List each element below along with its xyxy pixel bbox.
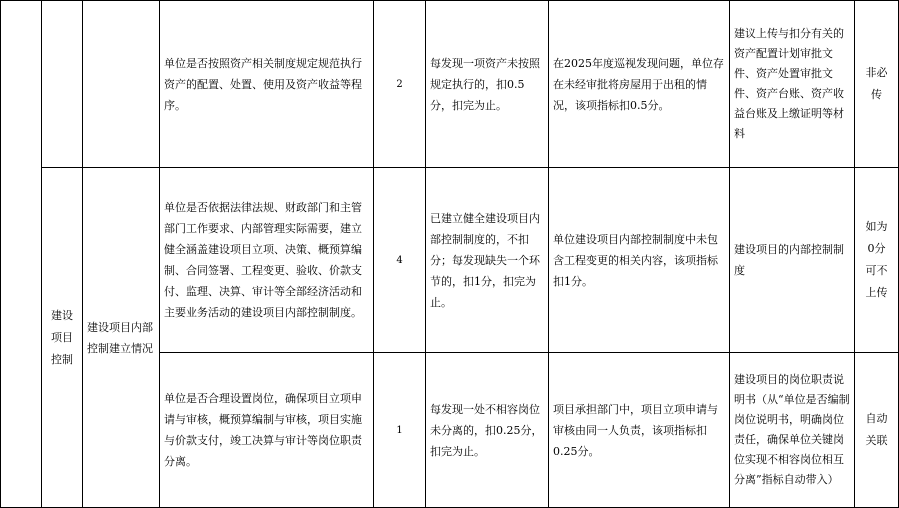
category-cell-upper [42,1,83,168]
materials-cell: 建议上传与扣分有关的资产配置计划审批文件、资产处置审批文件、资产台账、资产收益台账及上缴证明等材料 [730,1,855,168]
score-cell: 1 [374,353,426,508]
score-cell: 2 [374,1,426,168]
finding-cell: 单位建设项目内部控制制度中未包含工程变更的相关内容，该项指标扣1分。 [549,168,730,353]
criteria-cell: 每发现一处不相容岗位未分离的，扣0.25分，扣完为止。 [426,353,549,508]
criteria-cell: 已建立健全建设项目内部控制制度的，不扣分；每发现缺失一个环节的，扣1分，扣完为止。 [426,168,549,353]
upload-cell: 非必传 [855,1,899,168]
subcategory-cell: 建设项目内部控制建立情况 [83,168,160,508]
table-row [1,168,899,353]
criteria-cell: 每发现一项资产未按照规定执行的，扣0.5分，扣完为止。 [426,1,549,168]
table-row [1,1,899,168]
category-cell: 建设项目控制 [42,168,83,508]
finding-cell: 项目承担部门中，项目立项申请与审核由同一人负责，该项指标扣0.25分。 [549,353,730,508]
outer-column-cell [1,1,42,508]
content-cell: 单位是否合理设置岗位，确保项目立项申请与审核，概预算编制与审核，项目实施与价款支付，竣工决算与审计等岗位职责分离。 [160,353,374,508]
content-cell: 单位是否依据法律法规、财政部门和主管部门工作要求、内部管理实际需要，建立健全涵盖建设项目立项、决策、概预算编制、合同签署、工程变更、验收、价款支付、监理、决算、审计等全部经济活动和主要业务活动的建设项目内部控制制度。 [160,168,374,353]
upload-cell: 自动关联 [855,353,899,508]
materials-cell: 建设项目的岗位职责说明书（从“单位是否编制岗位说明书，明确岗位责任，确保单位关键岗位实现不相容岗位相互分离”指标自动带入） [730,353,855,508]
content-cell: 单位是否按照资产相关制度规定规范执行资产的配置、处置、使用及资产收益等程序。 [160,1,374,168]
finding-cell: 在2025年度巡视发现问题，单位存在未经审批将房屋用于出租的情况，该项指标扣0.5分。 [549,1,730,168]
subcategory-cell-upper [83,1,160,168]
upload-cell: 如为0分可不上传 [855,168,899,353]
score-cell: 4 [374,168,426,353]
materials-cell: 建设项目的内部控制制度 [730,168,855,353]
